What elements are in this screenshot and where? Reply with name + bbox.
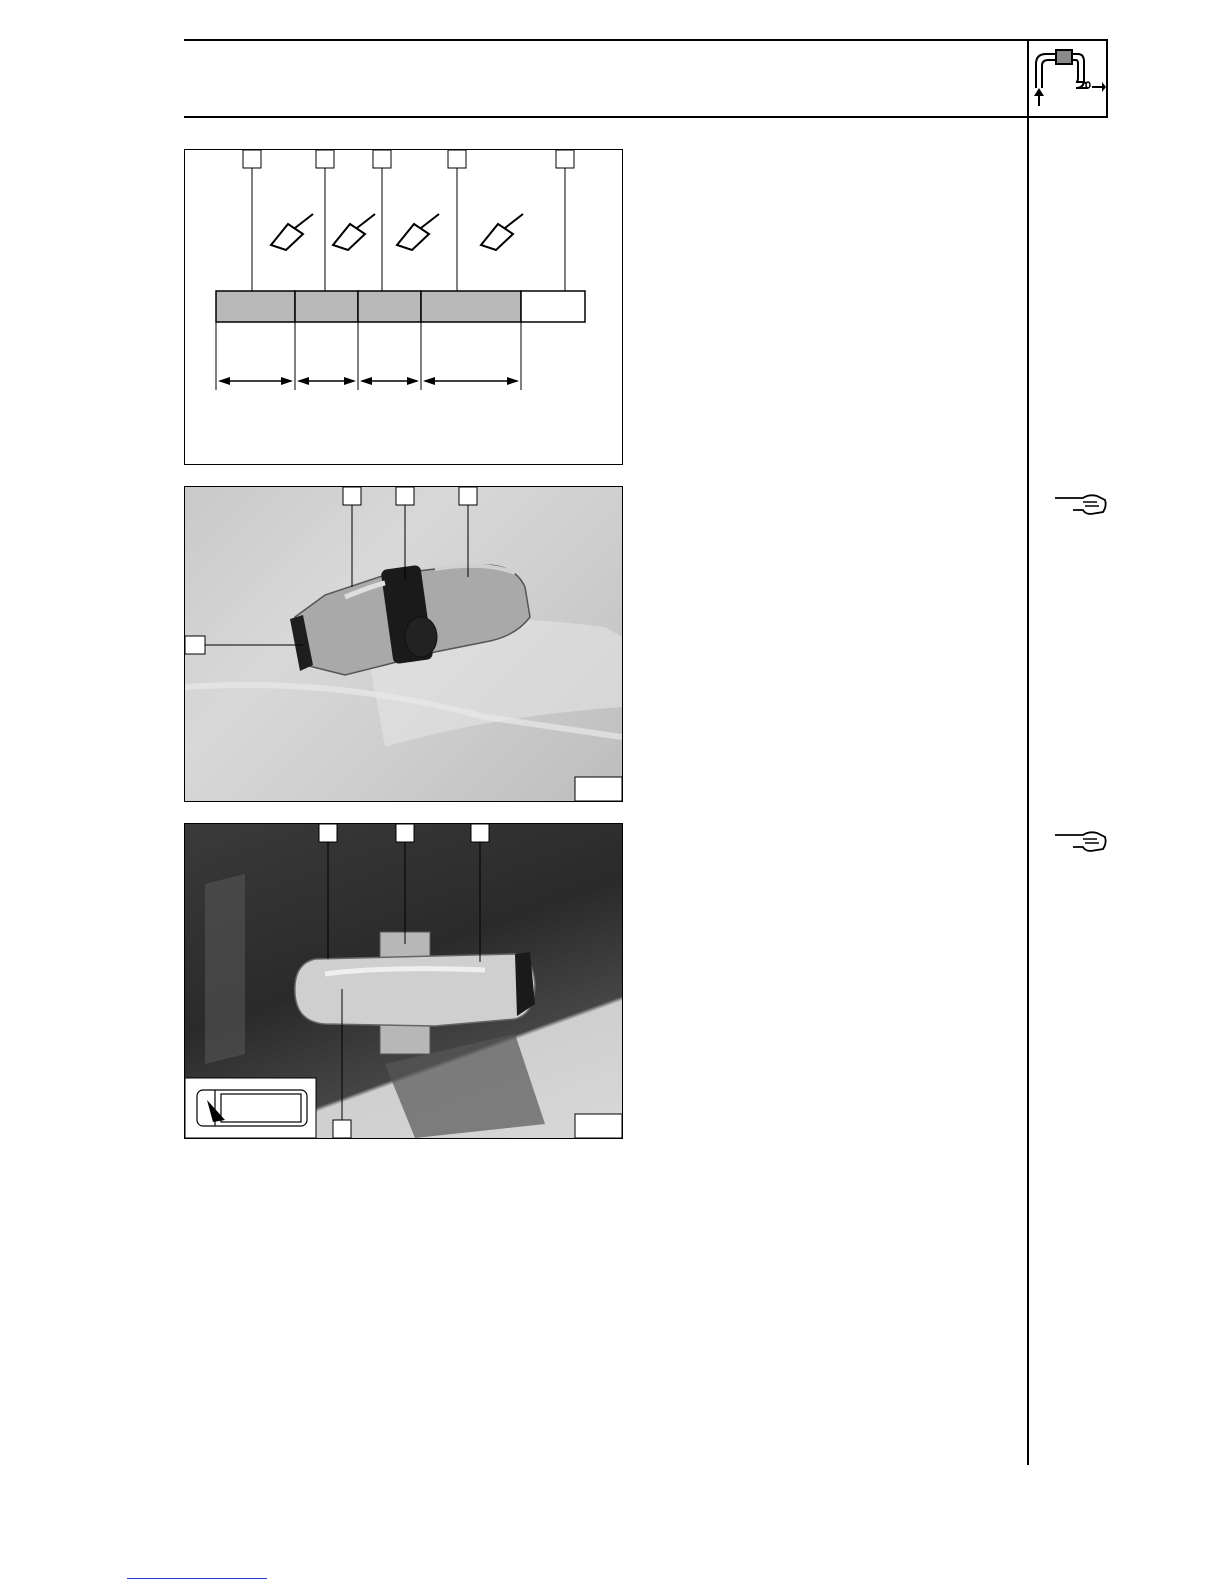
pointing-hand-icon: [1053, 490, 1109, 518]
saw-icon: [397, 214, 439, 250]
pipe-photo-2: [184, 823, 623, 1139]
pipe-photo-1: [184, 486, 623, 802]
exhaust-pipe-icon: [1030, 44, 1106, 114]
header-top-rule: [184, 39, 1108, 41]
pipe-photo-1-drawing: [185, 487, 622, 801]
cutting-diagram-drawing: [185, 150, 622, 464]
footer-link-underline[interactable]: [127, 1578, 267, 1579]
header-right-edge: [1106, 39, 1108, 118]
cutting-diagram: [184, 149, 623, 465]
saw-icon: [481, 214, 523, 250]
margin-rule: [1027, 39, 1029, 1465]
pipe-photo-2-drawing: [185, 824, 622, 1138]
pointing-hand-icon: [1053, 827, 1109, 855]
saw-icon: [271, 214, 313, 250]
saw-icon: [333, 214, 375, 250]
header-bottom-rule: [184, 116, 1108, 118]
